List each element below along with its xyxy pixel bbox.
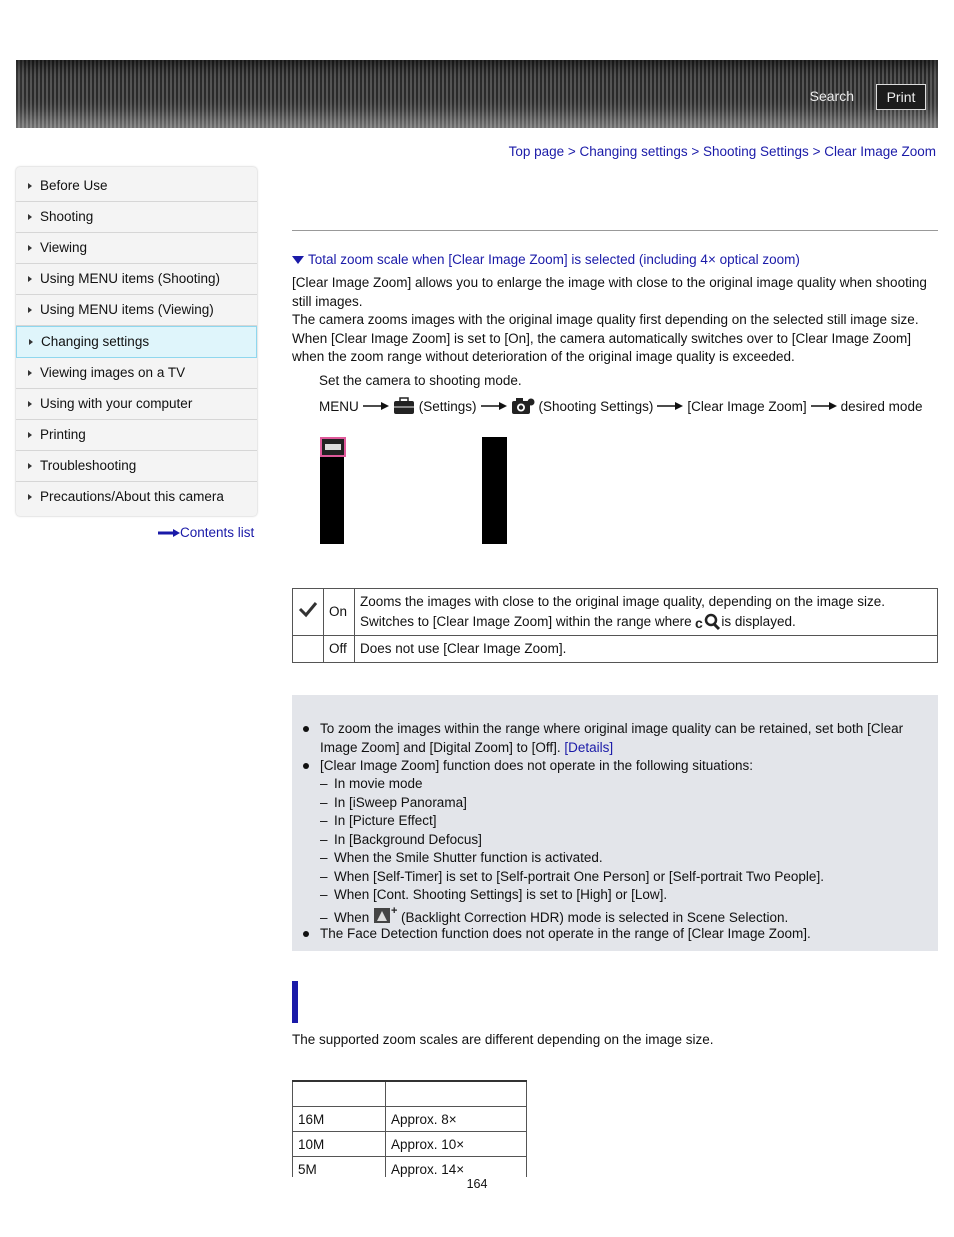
camera-screen-illustration bbox=[320, 437, 507, 544]
arrow-right-icon bbox=[811, 401, 837, 411]
note-item: [Clear Image Zoom] function does not operate in the following situations: bbox=[320, 758, 753, 773]
chevron-right-icon bbox=[28, 463, 32, 469]
breadcrumb-shooting-settings[interactable]: Shooting Settings bbox=[702, 144, 809, 159]
options-table bbox=[292, 588, 938, 663]
chevron-right-icon bbox=[28, 494, 32, 500]
note-item: The Face Detection function does not operate in the range of [Clear Image Zoom]. bbox=[320, 926, 811, 941]
sidebar-item-before-use[interactable]: Before Use bbox=[16, 171, 257, 202]
menu-button-icon bbox=[320, 437, 346, 457]
table-row: 16M Approx. 8× bbox=[293, 1107, 527, 1132]
notes-box bbox=[292, 695, 938, 951]
arrow-right-icon bbox=[363, 401, 389, 411]
option-description: Does not use [Clear Image Zoom]. bbox=[355, 636, 938, 663]
sidebar-item-computer[interactable]: Using with your computer bbox=[16, 389, 257, 420]
arrow-right-icon bbox=[481, 401, 507, 411]
breadcrumb: Top page > Changing settings > Shooting Settings > Clear Image Zoom bbox=[508, 144, 936, 159]
sub-item: – In [iSweep Panorama] bbox=[320, 795, 467, 810]
step-1: Set the camera to shooting mode. bbox=[319, 373, 522, 388]
table-row: 10M Approx. 10× bbox=[293, 1132, 527, 1157]
sidebar-item-printing[interactable]: Printing bbox=[16, 420, 257, 451]
sub-item: – When [Self-Timer] is set to [Self-portrait One Person] or [Self-portrait Two People]. bbox=[320, 869, 824, 884]
breadcrumb-top-page[interactable]: Top page bbox=[508, 144, 565, 159]
chevron-right-icon bbox=[29, 339, 33, 345]
contents-list-link[interactable]: Contents list bbox=[158, 525, 254, 540]
backlight-hdr-icon bbox=[373, 905, 401, 925]
sidebar-item-viewing[interactable]: Viewing bbox=[16, 233, 257, 264]
svg-text:c: c bbox=[695, 615, 704, 632]
clear-zoom-icon bbox=[695, 613, 721, 631]
option-row-off bbox=[293, 636, 938, 663]
option-name: Off bbox=[324, 636, 355, 663]
chevron-right-icon bbox=[28, 401, 32, 407]
chevron-right-icon bbox=[28, 183, 32, 189]
print-button[interactable]: Print bbox=[876, 84, 926, 110]
camera-settings-icon bbox=[511, 396, 535, 416]
checkmark-icon bbox=[298, 600, 318, 618]
sub-item: – In movie mode bbox=[320, 776, 423, 791]
sub-item: – In [Picture Effect] bbox=[320, 813, 437, 828]
sidebar-item-menu-viewing[interactable]: Using MENU items (Viewing) bbox=[16, 295, 257, 326]
arrow-right-icon bbox=[158, 529, 180, 537]
option-name: On bbox=[324, 589, 355, 636]
step-2: MENU (Settings) (Shooting Settings) [Clear Image Zoom] desired mode bbox=[319, 396, 922, 416]
table-row: 5M Approx. 14× bbox=[293, 1157, 527, 1182]
section-heading-bar bbox=[292, 981, 298, 1023]
search-link[interactable]: Search bbox=[809, 88, 854, 104]
chevron-right-icon bbox=[28, 214, 32, 220]
sub-item: – When [Cont. Shooting Settings] is set to [High] or [Low]. bbox=[320, 887, 668, 902]
sub-item: – When the Smile Shutter function is activated. bbox=[320, 850, 603, 865]
toolbox-icon bbox=[393, 397, 415, 415]
intro-paragraph-2: The camera zooms images with the original image quality first depending on the selected still image size. When [Clear Image Zoom] is set to [On], the camera automatically switches over to [Clear Image Zoom] when the zoom range without deterioration of the original image quality is exceeded. bbox=[292, 312, 919, 364]
zoom-scale-table bbox=[292, 1080, 527, 1182]
sidebar-item-precautions[interactable]: Precautions/About this camera bbox=[16, 482, 257, 512]
menu-label: MENU bbox=[319, 398, 359, 414]
note-item: To zoom the images within the range where original image quality can be retained, set both [Clear Image Zoom] and [Digital Zoom] to [Off]. [Details] bbox=[320, 721, 904, 755]
default-check-cell bbox=[293, 589, 324, 636]
details-link[interactable]: [Details] bbox=[564, 739, 614, 755]
sidebar-item-viewing-tv[interactable]: Viewing images on a TV bbox=[16, 358, 257, 389]
option-description: Zooms the images with close to the original image quality, depending on the image size. Switches to [Clear Image Zoom] within the range where c is displayed. bbox=[355, 589, 938, 636]
chevron-right-icon bbox=[28, 432, 32, 438]
sub-item: – When + (Backlight Correction HDR) mode is selected in Scene Selection. bbox=[320, 905, 789, 925]
sidebar-item-changing-settings[interactable]: Changing settings bbox=[16, 326, 257, 358]
sidebar-nav bbox=[16, 167, 257, 516]
chevron-right-icon bbox=[28, 370, 32, 376]
sidebar-item-troubleshooting[interactable]: Troubleshooting bbox=[16, 451, 257, 482]
chevron-right-icon bbox=[28, 307, 32, 313]
page-number: 164 bbox=[466, 1177, 488, 1191]
intro-paragraph-1: [Clear Image Zoom] allows you to enlarge the image with close to the original image quality when shooting still images. bbox=[292, 275, 927, 309]
zoom-intro: The supported zoom scales are different depending on the image size. bbox=[292, 1032, 714, 1047]
triangle-down-icon bbox=[292, 256, 304, 264]
sub-item: – In [Background Defocus] bbox=[320, 832, 482, 847]
arrow-right-icon bbox=[657, 401, 683, 411]
sidebar-item-menu-shooting[interactable]: Using MENU items (Shooting) bbox=[16, 264, 257, 295]
jump-link[interactable]: Total zoom scale when [Clear Image Zoom] is selected (including 4× optical zoom) bbox=[292, 252, 800, 267]
option-row-on bbox=[293, 589, 938, 636]
breadcrumb-changing-settings[interactable]: Changing settings bbox=[579, 144, 688, 159]
sidebar-item-shooting[interactable]: Shooting bbox=[16, 202, 257, 233]
svg-text:+: + bbox=[391, 905, 398, 917]
breadcrumb-clear-image-zoom[interactable]: Clear Image Zoom bbox=[824, 144, 936, 159]
header-bar bbox=[16, 60, 938, 128]
chevron-right-icon bbox=[28, 276, 32, 282]
title-divider bbox=[292, 230, 938, 231]
chevron-right-icon bbox=[28, 245, 32, 251]
